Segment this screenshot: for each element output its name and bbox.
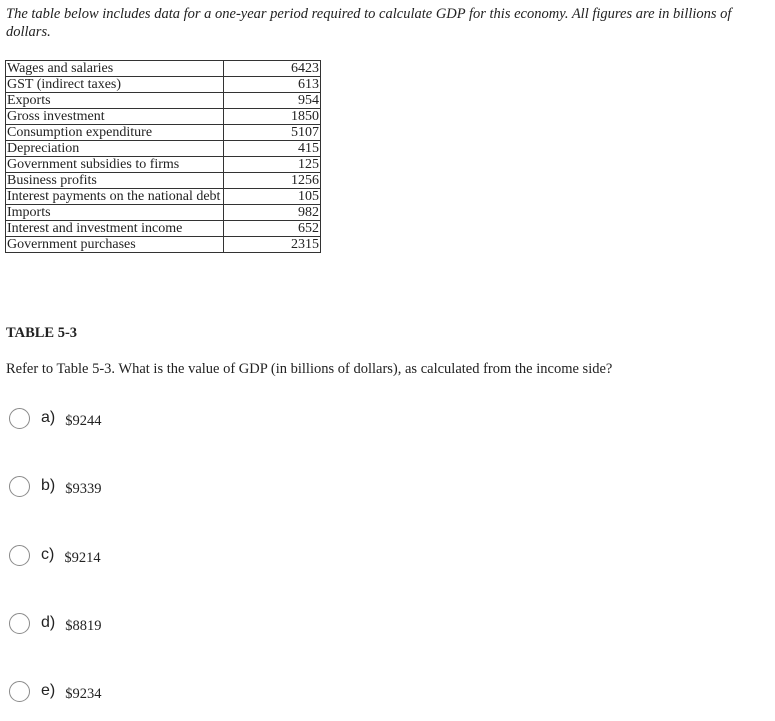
answer-option-e[interactable] [9, 679, 101, 703]
answer-option-d[interactable] [9, 611, 101, 635]
row-value: 1256 [224, 173, 321, 189]
table-row [6, 141, 321, 157]
radio-button[interactable] [9, 476, 30, 497]
radio-button[interactable] [9, 408, 30, 429]
table-row [6, 157, 321, 173]
row-label: Imports [6, 205, 224, 221]
option-letter: b) [41, 477, 56, 494]
radio-button[interactable] [9, 681, 30, 702]
row-value: 652 [224, 221, 321, 237]
row-label: Gross investment [6, 109, 224, 125]
question-text: Refer to Table 5-3. What is the value of GDP (in billions of dollars), as calculated from the income side? [6, 361, 613, 377]
row-label: Exports [6, 93, 224, 109]
row-value: 5107 [224, 125, 321, 141]
table-row [6, 189, 321, 205]
radio-button[interactable] [9, 613, 30, 634]
table-row [6, 221, 321, 237]
table-row [6, 109, 321, 125]
row-label: Depreciation [6, 141, 224, 157]
data-table [5, 60, 321, 253]
row-value: 105 [224, 189, 321, 205]
option-text: $9214 [64, 549, 101, 566]
table-row [6, 237, 321, 253]
table-row [6, 205, 321, 221]
option-text: $8819 [65, 617, 102, 634]
table-row [6, 61, 321, 77]
table-row [6, 77, 321, 93]
row-value: 1850 [224, 109, 321, 125]
answer-option-b[interactable] [9, 474, 101, 498]
table-row [6, 173, 321, 189]
table-row [6, 93, 321, 109]
row-label: GST (indirect taxes) [6, 77, 224, 93]
row-label: Wages and salaries [6, 61, 224, 77]
answer-option-c[interactable] [9, 543, 101, 567]
option-letter: d) [41, 614, 56, 631]
table-row [6, 125, 321, 141]
row-label: Government purchases [6, 237, 224, 253]
row-label: Business profits [6, 173, 224, 189]
row-label: Consumption expenditure [6, 125, 224, 141]
answer-option-a[interactable] [9, 406, 101, 430]
option-text: $9244 [65, 412, 102, 429]
option-letter: c) [41, 546, 55, 563]
option-letter: a) [41, 409, 56, 426]
option-text: $9339 [65, 480, 102, 497]
intro-text: The table below includes data for a one-year period required to calculate GDP for this economy. All figures are in billions of dollars. [6, 6, 732, 40]
row-value: 2315 [224, 237, 321, 253]
row-value: 982 [224, 205, 321, 221]
row-value: 954 [224, 93, 321, 109]
row-value: 415 [224, 141, 321, 157]
row-label: Interest payments on the national debt [6, 189, 224, 205]
row-value: 6423 [224, 61, 321, 77]
table-title: TABLE 5-3 [6, 325, 78, 341]
row-value: 125 [224, 157, 321, 173]
radio-button[interactable] [9, 545, 30, 566]
row-value: 613 [224, 77, 321, 93]
row-label: Government subsidies to firms [6, 157, 224, 173]
option-text: $9234 [65, 685, 102, 702]
row-label: Interest and investment income [6, 221, 224, 237]
option-letter: e) [41, 682, 56, 699]
